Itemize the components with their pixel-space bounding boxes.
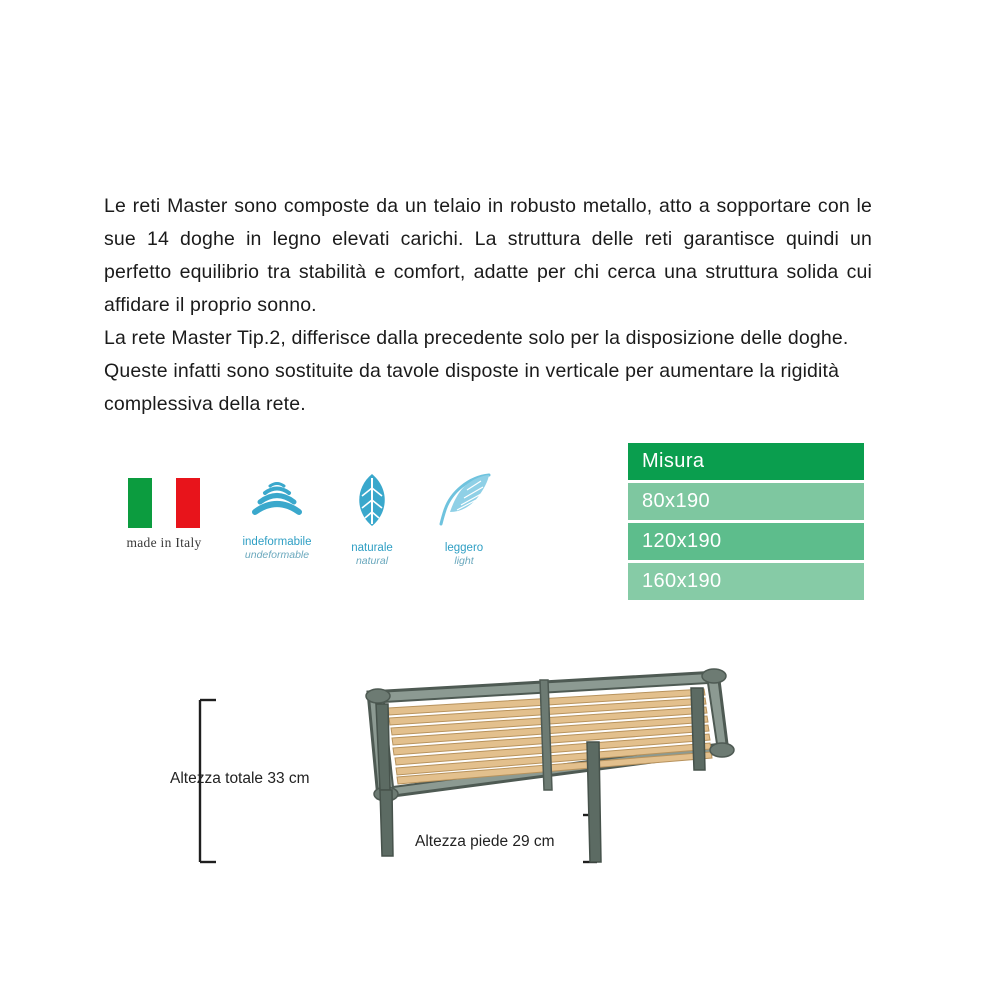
size-table-header — [628, 443, 864, 480]
corner-cap — [710, 743, 734, 757]
bed-base-drawing — [140, 630, 860, 900]
size-table-row — [628, 563, 864, 600]
size-table-header-label: Misura — [642, 450, 705, 472]
feather-icon — [404, 472, 524, 533]
badge-indeformabile-sublabel: undeformable — [244, 549, 310, 561]
size-table-row — [628, 523, 864, 560]
corner-cap — [366, 689, 390, 703]
italian-flag-icon — [128, 478, 200, 528]
size-table-cell-value: 160x190 — [642, 570, 722, 592]
badge-naturale-sublabel: natural — [355, 555, 389, 567]
badge-made-in-italy-label: made in Italy — [126, 535, 202, 550]
badge-leggero — [404, 472, 524, 568]
description-paragraph-1: Le reti Master sono composte da un telaio in robusto metallo, atto a sopportare con le sue 14 doghe in legno elevati carichi. La struttura delle reti garantisce quindi un perfetto equilibrio tra stabilità e comfort, adatte per chi cerca una struttura solida cui affidare il proprio sonno. — [104, 195, 872, 316]
badge-made-in-italy — [104, 478, 224, 552]
badge-leggero-sublabel: light — [454, 555, 474, 567]
size-table — [628, 443, 864, 600]
total-height-label: Altezza totale 33 cm — [170, 770, 310, 787]
foot-height-label: Altezza piede 29 cm — [415, 833, 555, 850]
badge-indeformabile-label: indeformabile — [242, 536, 312, 548]
size-table-row — [628, 483, 864, 520]
product-description — [104, 190, 872, 421]
badge-naturale-label: naturale — [351, 542, 393, 554]
description-paragraph-2: La rete Master Tip.2, differisce dalla precedente solo per la disposizione delle doghe. Queste infatti sono sostituite da tavole disposte in verticale per aumentare la rigidità complessiva della rete. — [104, 327, 849, 415]
corner-cap — [702, 669, 726, 683]
feature-badges — [104, 466, 524, 576]
product-diagram — [140, 630, 860, 900]
size-table-cell-value: 120x190 — [642, 530, 722, 552]
badge-leggero-label: leggero — [444, 542, 484, 554]
size-table-cell-value: 80x190 — [642, 490, 711, 512]
